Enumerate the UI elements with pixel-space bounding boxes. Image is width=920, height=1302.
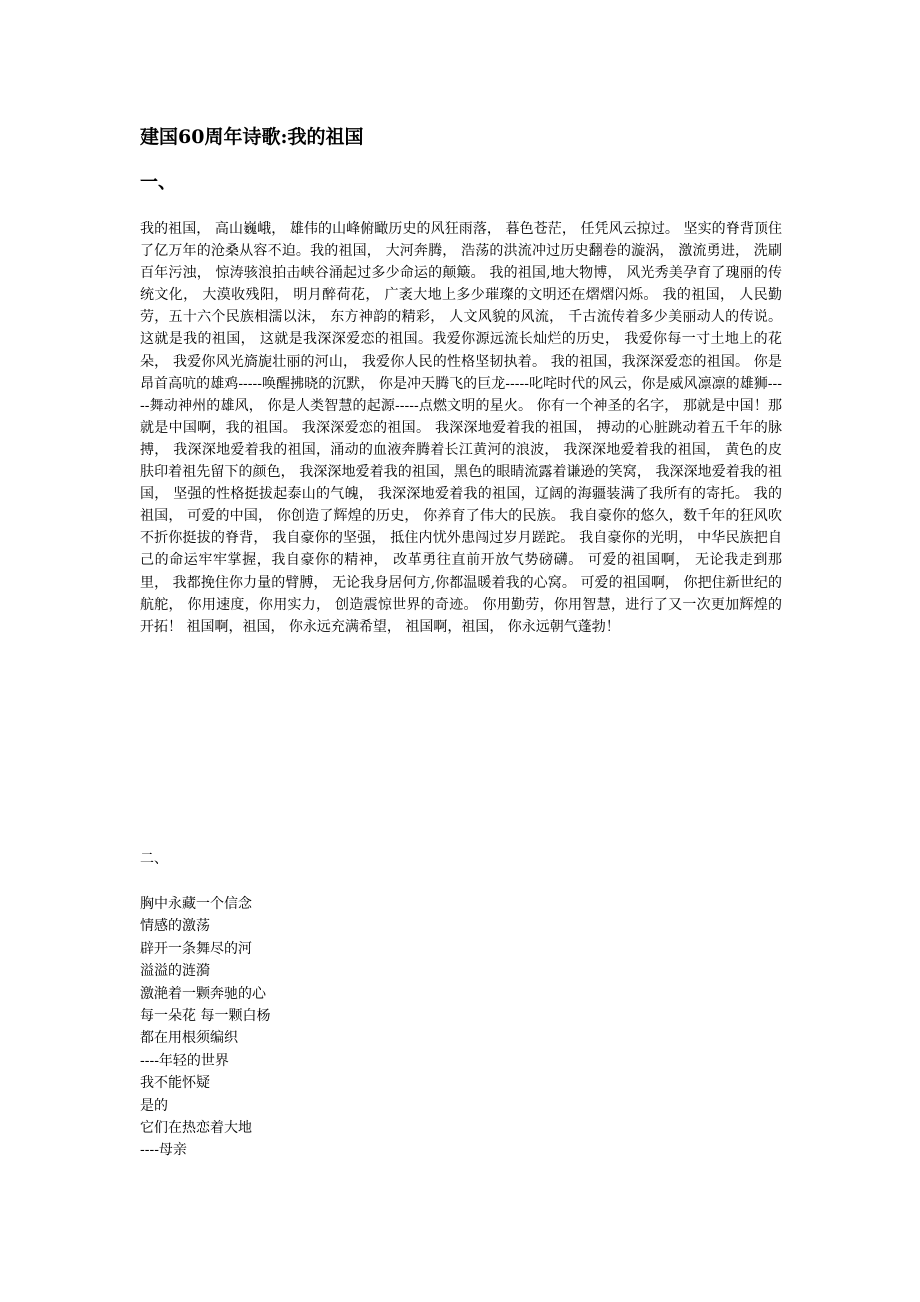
poem-line: ----母亲	[140, 1142, 187, 1159]
poem-line: 辟开一条舞尽的河	[140, 940, 252, 957]
poem-lines	[140, 893, 270, 1162]
section-one-paragraph: 我的祖国， 高山巍峨， 雄伟的山峰俯瞰历史的风狂雨落， 暮色苍茫， 任凭风云掠过。 坚实的脊背顶住了亿万年的沧桑从容不迫。我的祖国， 大河奔腾， 浩荡的洪流冲过历史翻卷的漩涡， 激流勇进， 洗刷百年污浊， 惊涛骇浪拍击峡谷涌起过多少命运的颠簸。 我的祖国,地大物博， 风光秀美孕育了瑰丽的传统文化， 大漠收残阳， 明月醉荷花， 广袤大地上多少璀璨的文明还在熠熠闪烁。 我的祖国， 人民勤劳，五十六个民族相濡以沫， 东方神韵的精彩， 人文风貌的风流， 千古流传着多少美丽动人的传说。 这就是我的祖国， 这就是我深深爱恋的祖国。我爱你源远流长灿烂的历史， 我爱你每一寸土地上的花朵， 我爱你风光旖旎壮丽的河山， 我爱你人民的性格坚韧执着。 我的祖国，我深深爱恋的祖国。 你是昂首高吭的雄鸡-----唤醒拂晓的沉默， 你是冲天腾飞的巨龙-----叱咤时代的风云，你是威风凛凛的雄狮-----舞动神州的雄风， 你是人类智慧的起源-----点燃文明的星火。 你有一个神圣的名字， 那就是中国！那就是中国啊，我的祖国。 我深深爱恋的祖国。 我深深地爱着我的祖国， 搏动的心脏跳动着五千年的脉搏， 我深深地爱着我的祖国，涌动的血液奔腾着长江黄河的浪波， 我深深地爱着我的祖国， 黄色的皮肤印着祖先留下的颜色， 我深深地爱着我的祖国，黑色的眼睛流露着谦逊的笑窝， 我深深地爱着我的祖国， 坚强的性格挺拔起泰山的气魄， 我深深地爱着我的祖国，辽阔的海疆装满了我所有的寄托。 我的祖国， 可爱的中国， 你创造了辉煌的历史， 你养育了伟大的民族。 我自豪你的悠久，数千年的狂风吹不折你挺拔的脊背， 我自豪你的坚强， 抵住内忧外患闯过岁月蹉跎。 我自豪你的光明， 中华民族把自己的命运牢牢掌握，我自豪你的精神， 改革勇往直前开放气势磅礴。 可爱的祖国啊， 无论我走到那里， 我都挽住你力量的臂膊， 无论我身居何方,你都温暖着我的心窝。 可爱的祖国啊， 你把住新世纪的航舵， 你用速度，你用实力， 创造震惊世界的奇迹。 你用勤劳，你用智慧，进行了又一次更加辉煌的开拓！ 祖国啊，祖国， 你永远充满希望， 祖国啊，祖国， 你永远朝气蓬勃！	[140, 221, 782, 635]
section-two-heading: 二、	[140, 851, 168, 867]
poem-line: 它们在热恋着大地	[140, 1120, 252, 1137]
document-title: 建国60周年诗歌:我的祖国	[140, 126, 364, 148]
poem-line: 情感的激荡	[140, 918, 210, 935]
poem-line: ----年轻的世界	[140, 1052, 229, 1069]
poem-line: 是的	[140, 1097, 168, 1114]
poem-line: 溢溢的涟漪	[140, 963, 210, 980]
section-one-heading: 一、	[140, 172, 176, 193]
poem-line: 胸中永藏一个信念	[140, 896, 252, 912]
poem-line: 我不能怀疑	[140, 1075, 210, 1092]
poem-line: 都在用根须编织	[140, 1030, 238, 1047]
poem-line: 激滟着一颗奔驰的心	[140, 985, 266, 1002]
poem-line: 每一朵花 每一颗白杨	[140, 1008, 271, 1025]
